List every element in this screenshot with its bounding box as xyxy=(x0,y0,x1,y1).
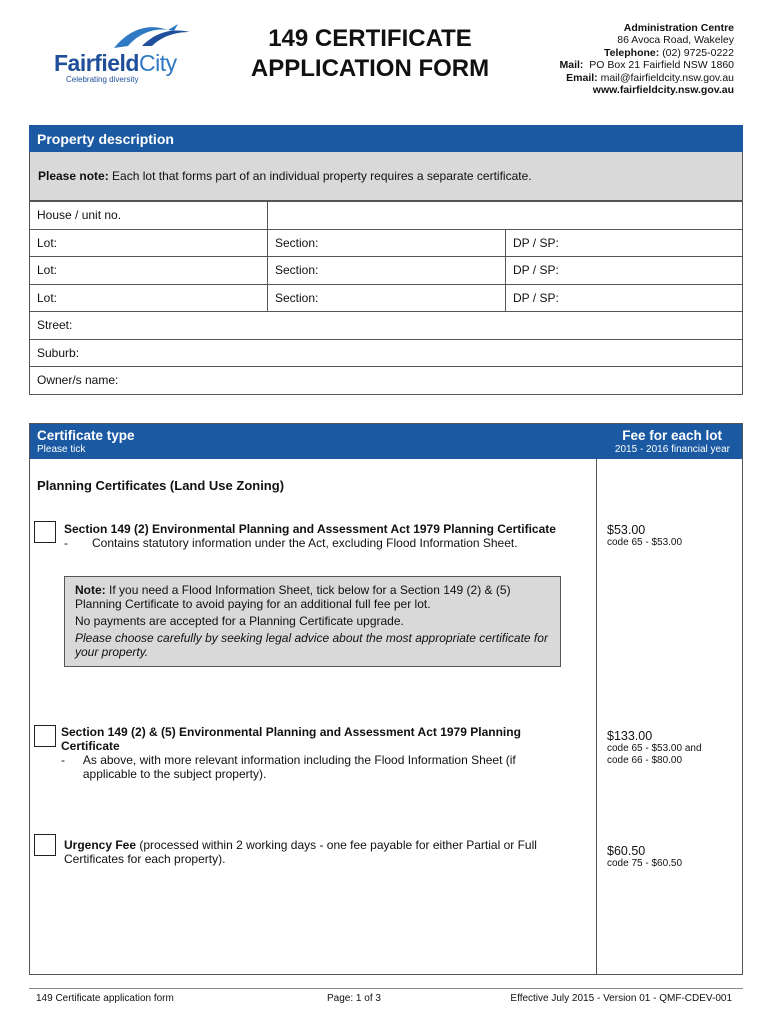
property-description-section xyxy=(29,125,743,395)
administration-contact-block xyxy=(494,22,734,96)
admin-email: Email: mail@fairfieldcity.nsw.gov.au xyxy=(566,71,734,84)
table-row xyxy=(30,367,743,395)
lot-field-1[interactable]: Lot: xyxy=(30,229,268,257)
section-149-2-5-description: As above, with more relevant information including the Flood Information Sheet (if applicable to the subject property). xyxy=(82,753,516,781)
table-row xyxy=(30,202,743,230)
footer-form-name: 149 Certificate application form xyxy=(36,993,174,1004)
dp-sp-field-1[interactable]: DP / SP: xyxy=(506,229,743,257)
certificate-type-section xyxy=(29,423,743,975)
section-field-1[interactable]: Section: xyxy=(268,229,506,257)
property-fields-table xyxy=(29,201,743,395)
section-149-2-description: Contains statutory information under the Act, excluding Flood Information Sheet. xyxy=(92,536,518,550)
footer-rule xyxy=(29,988,743,989)
section-149-2-checkbox[interactable] xyxy=(34,521,56,543)
lot-field-2[interactable]: Lot: xyxy=(30,257,268,285)
section-field-3[interactable]: Section: xyxy=(268,284,506,312)
street-field[interactable]: Street: xyxy=(30,312,743,340)
dp-sp-field-2[interactable]: DP / SP: xyxy=(506,257,743,285)
admin-telephone: Telephone: (02) 9725-0222 xyxy=(604,46,734,59)
please-tick-label: Please tick xyxy=(37,444,86,455)
logo-wordmark: FairfieldCity xyxy=(54,50,177,76)
logo-tagline: Celebrating diversity xyxy=(66,75,139,84)
table-row xyxy=(30,284,743,312)
owner-name-field[interactable]: Owner/s name: xyxy=(30,367,743,395)
section-149-2-title: Section 149 (2) Environmental Planning and Assessment Act 1979 Planning Certificate xyxy=(64,522,556,536)
section-149-2-5-checkbox[interactable] xyxy=(34,725,56,747)
property-description-heading: Property description xyxy=(29,125,743,152)
house-unit-field[interactable] xyxy=(268,202,743,230)
fee-heading: Fee for each lot xyxy=(622,428,722,443)
urgency-fee: $60.50 code 75 - $60.50 xyxy=(607,844,683,869)
suburb-field[interactable]: Suburb: xyxy=(30,339,743,367)
table-row xyxy=(30,339,743,367)
footer-page-number: Page: 1 of 3 xyxy=(327,993,381,1004)
flood-information-note: Note: If you need a Flood Information Sheet, tick below for a Section 149 (2) & (5) Planning Certificate to avoid paying for an additional full fee per lot. No payments are accepted for a Planning Certificate upgrade. Please choose carefully by seeking legal advice about the most appropriate certificate for your property. xyxy=(64,576,561,667)
fairfield-city-logo xyxy=(50,20,200,84)
section-149-2-option: Section 149 (2) Environmental Planning and Assessment Act 1979 Planning Certificate - Contains statutory information under the Act, excluding Flood Information Sheet. xyxy=(64,522,564,550)
house-unit-label: House / unit no. xyxy=(30,202,268,230)
fee-column-divider xyxy=(596,459,597,975)
section-field-2[interactable]: Section: xyxy=(268,257,506,285)
footer-version: Effective July 2015 - Version 01 - QMF-CDEV-001 xyxy=(510,993,732,1004)
admin-mail: Mail: PO Box 21 Fairfield NSW 1860 xyxy=(559,59,734,72)
dp-sp-field-3[interactable]: DP / SP: xyxy=(506,284,743,312)
urgency-fee-checkbox[interactable] xyxy=(34,834,56,856)
planning-certificates-subheading: Planning Certificates (Land Use Zoning) xyxy=(37,478,285,493)
admin-address: 86 Avoca Road, Wakeley xyxy=(617,34,734,47)
urgency-fee-option: Urgency Fee (processed within 2 working days - one fee payable for either Partial or Full Certificates for each property). xyxy=(64,838,537,866)
certificate-type-header xyxy=(30,424,742,459)
lot-field-3[interactable]: Lot: xyxy=(30,284,268,312)
property-note: Please note: Each lot that forms part of an individual property requires a separate certificate. xyxy=(29,152,743,201)
birds-logo-icon xyxy=(112,22,192,52)
table-row xyxy=(30,257,743,285)
table-row xyxy=(30,229,743,257)
page-title: 149 CERTIFICATE APPLICATION FORM xyxy=(250,25,490,82)
table-row xyxy=(30,312,743,340)
certificate-type-heading: Certificate type xyxy=(37,428,135,443)
section-149-2-fee: $53.00 code 65 - $53.00 xyxy=(607,523,683,548)
section-149-2-5-title: Section 149 (2) & (5) Environmental Planning and Assessment Act 1979 Planning Certificate xyxy=(61,725,521,753)
fee-financial-year: 2015 - 2016 financial year xyxy=(614,444,730,455)
section-149-2-5-option: Section 149 (2) & (5) Environmental Planning and Assessment Act 1979 Planning Certificate - As above, with more relevant information including the Flood Information Sheet (if applicable to the subject property). xyxy=(61,725,567,781)
admin-website-link[interactable]: www.fairfieldcity.nsw.gov.au xyxy=(592,84,734,97)
section-149-2-5-fee: $133.00 code 65 - $53.00 and code 66 - $80.00 xyxy=(607,729,702,766)
admin-heading: Administration Centre xyxy=(623,22,734,34)
